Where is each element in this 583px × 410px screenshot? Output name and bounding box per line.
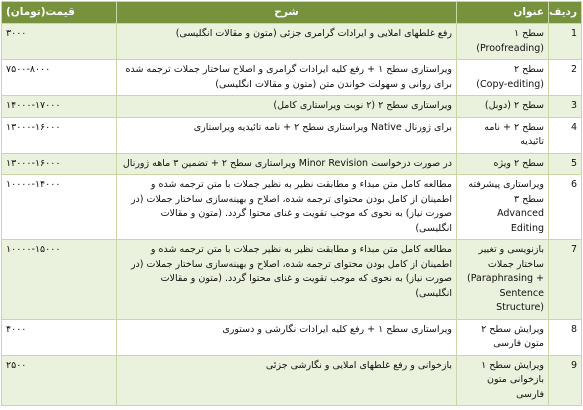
row-price: ۱۴۰۰۰-۱۷۰۰۰: [2, 96, 117, 118]
table-row: [2, 117, 582, 153]
table-header-row: [2, 2, 582, 24]
row-title: [457, 153, 549, 175]
header-description: شرح: [117, 2, 457, 24]
row-price: ۳۰۰۰: [2, 24, 117, 60]
row-title: [457, 319, 549, 355]
row-price: ۱۰۰۰۰-۱۴۰۰۰: [2, 175, 117, 240]
row-title: [457, 175, 549, 240]
row-price: ۱۳۰۰۰-۱۶۰۰۰: [2, 117, 117, 153]
table-row: [2, 153, 582, 175]
row-description: ویراستاری سطح ۱ + رفع کلیه ایرادات نگارشی و دستوری: [117, 319, 457, 355]
row-number: 9: [549, 355, 582, 406]
row-title: [457, 96, 549, 118]
row-title-fa: سطح ۲ (دوبل): [484, 100, 544, 111]
row-title-fa: سطح ۱: [513, 28, 544, 39]
row-number: 7: [549, 240, 582, 320]
table-row: [2, 24, 582, 60]
row-description: بازخوانی و رفع غلطهای املایی و نگارشی جزئی: [117, 355, 457, 406]
table-row: [2, 60, 582, 96]
row-price: ۲۵۰۰: [2, 355, 117, 406]
row-title: [457, 355, 549, 406]
row-title: [457, 24, 549, 60]
row-price: ۱۳۰۰۰-۱۶۰۰۰: [2, 153, 117, 175]
row-title: [457, 60, 549, 96]
row-description: برای ژورنال Native ویراستاری سطح ۲ + نامه تائیدیه ویراستاری: [117, 117, 457, 153]
table-row: [2, 355, 582, 406]
row-title: [457, 117, 549, 153]
row-price: ۷۵۰۰-۸۰۰۰: [2, 60, 117, 96]
row-title-en: Advanced Editing: [497, 208, 544, 234]
row-price: ۴۰۰۰: [2, 319, 117, 355]
row-title-fa: سطح ۲ ویژه: [493, 157, 544, 169]
table-row: [2, 319, 582, 355]
header-title: عنوان: [457, 2, 549, 24]
row-title-fa: ویرایش سطح ۱ بازخوانی متون فارسی: [481, 359, 544, 400]
row-title-fa: ویرایش سطح ۲ متون فارسی: [481, 323, 544, 349]
row-title-en: (Copy-editing): [476, 78, 544, 90]
row-description: ویراستاری سطح ۱ + رفع کلیه ایرادات گرامری و اصلاح ساختار جملات ترجمه شده برای روانی و سهولت خواندن متن (متون و مقالات انگلیسی): [117, 60, 457, 96]
table-row: [2, 175, 582, 240]
row-number: 2: [549, 60, 582, 96]
table-row: [2, 240, 582, 320]
row-number: 3: [549, 96, 582, 118]
row-description: مطالعه کامل متن مبداء و مطابقت نظیر به نظیر جملات با متن ترجمه شده و اطمینان از کامل بودن محتوای ترجمه شده، اصلاح و بهینه‌سازی ساختار جملات (در صورت نیاز) به نحوی که موجب تقویت و غنای محتوا گردد. (متون و مقالات انگلیسی): [117, 240, 457, 320]
row-description: رفع غلطهای املایی و ایرادات گرامری جزئی (متون و مقالات انگلیسی): [117, 24, 457, 60]
row-description: ویراستاری سطح ۲ (۲ نوبت ویراستاری کامل): [117, 96, 457, 118]
row-title: [457, 240, 549, 320]
row-number: 4: [549, 117, 582, 153]
row-title-fa: سطح ۲ + نامه تائیدیه: [484, 121, 544, 147]
row-number: 6: [549, 175, 582, 240]
row-number: 5: [549, 153, 582, 175]
table-row: [2, 96, 582, 118]
row-title-fa: سطح ۲: [513, 64, 544, 75]
pricing-table: [1, 1, 582, 406]
row-number: 8: [549, 319, 582, 355]
row-title-fa: بازنویسی و تغییر ساختار جملات: [478, 244, 544, 270]
row-title-en: (Proofreading): [476, 42, 544, 54]
row-description: در صورت درخواست Minor Revision ویراستاری سطح ۲ + تضمین ۳ ماهه ژورنال: [117, 153, 457, 175]
row-description: مطالعه کامل متن مبداء و مطابقت نظیر به نظیر جملات با متن ترجمه شده و اطمینان از کامل بودن محتوای ترجمه شده، اصلاح و بهینه‌سازی ساختار جملات (در صورت نیاز) به نحوی که موجب تقویت و غنای محتوا گردد. (متون و مقالات انگلیسی): [117, 175, 457, 240]
header-price: قیمت(تومان): [2, 2, 117, 24]
row-title-fa: ویراستاری پیشرفته سطح ۳: [468, 179, 544, 205]
row-number: 1: [549, 24, 582, 60]
row-price: ۱۰۰۰۰-۱۵۰۰۰: [2, 240, 117, 320]
header-row-number: ردیف: [549, 2, 582, 24]
row-title-en: (Paraphrasing + Sentence Structure): [467, 273, 544, 313]
